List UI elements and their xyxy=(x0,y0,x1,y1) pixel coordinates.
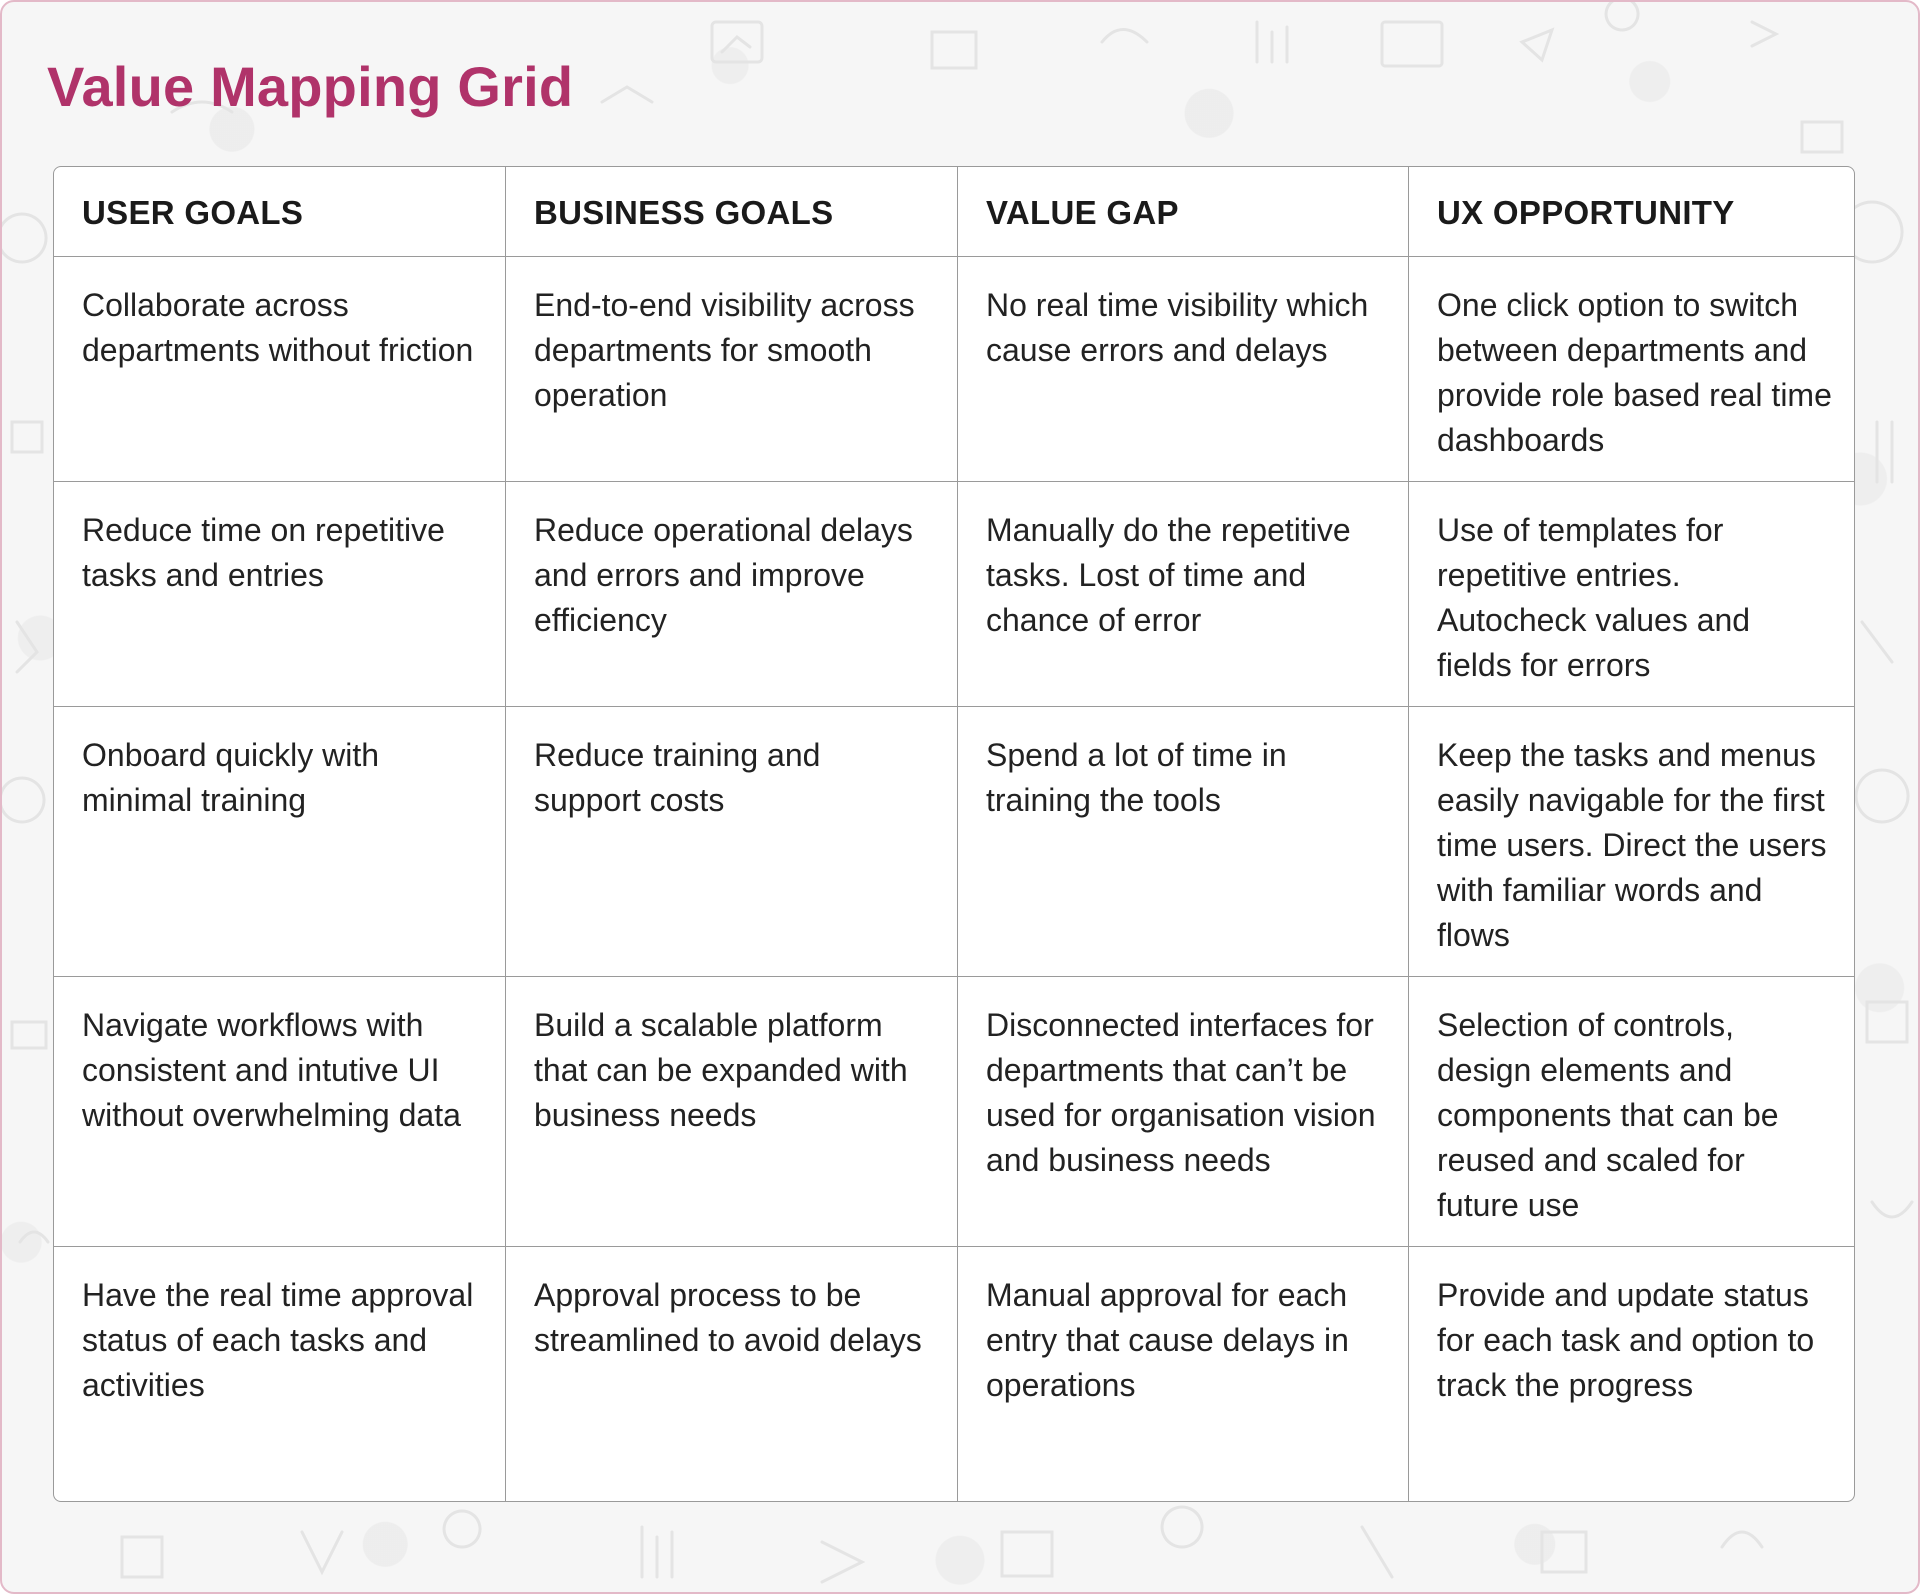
table-cell-ux-opportunity: Use of templates for repetitive entries. Autocheck values and fields for errors xyxy=(1409,482,1855,707)
table-cell-business-goal: Approval process to be streamlined to avoid delays xyxy=(506,1247,958,1501)
table-cell-ux-opportunity: Provide and update status for each task and option to track the progress xyxy=(1437,1277,1815,1403)
table-cell-value-gap: No real time visibility which cause errors and delays xyxy=(958,257,1409,482)
table-cell-business-goal: Build a scalable platform that can be expanded with business needs xyxy=(506,977,958,1247)
table-cell-user-goal: Navigate workflows with consistent and intutive UI without overwhelming data xyxy=(54,977,506,1247)
table-cell-business-goal: Reduce operational delays and errors and improve efficiency xyxy=(506,482,958,707)
table-cell-ux-opportunity: Keep the tasks and menus easily navigable for the first time users. Direct the users with familiar words and flows xyxy=(1409,707,1855,977)
table-cell-user-goal: Reduce time on repetitive tasks and entries xyxy=(54,482,506,707)
column-header-user-goals: USER GOALS xyxy=(54,167,506,257)
column-header-business-goals: BUSINESS GOALS xyxy=(506,167,958,257)
value-mapping-table xyxy=(53,166,1855,1502)
column-header-value-gap: VALUE GAP xyxy=(958,167,1409,257)
table-cell-user-goal: Have the real time approval status of each tasks and activities xyxy=(54,1247,506,1501)
table-cell-ux-opportunity: One click option to switch between departments and provide role based real time dashboards xyxy=(1409,257,1855,482)
table-cell-user-goal: Onboard quickly with minimal training xyxy=(54,707,506,977)
table-cell-value-gap: Manually do the repetitive tasks. Lost of time and chance of error xyxy=(958,482,1409,707)
column-header-ux-opportunity: UX OPPORTUNITY xyxy=(1409,167,1855,257)
table-cell-user-goal: Collaborate across departments without friction xyxy=(54,257,506,482)
table-cell-value-gap: Spend a lot of time in training the tools xyxy=(958,707,1409,977)
table-cell-business-goal: Reduce training and support costs xyxy=(506,707,958,977)
table-cell-business-goal: End-to-end visibility across departments for smooth operation xyxy=(506,257,958,482)
table-cell-value-gap: Manual approval for each entry that cause delays in operations xyxy=(958,1247,1409,1501)
table-cell-value-gap: Disconnected interfaces for departments that can’t be used for organisation vision and business needs xyxy=(958,977,1409,1247)
table-cell-ux-opportunity: Selection of controls, design elements and components that can be reused and scaled for future use xyxy=(1409,977,1855,1247)
page-title: Value Mapping Grid xyxy=(47,55,574,118)
